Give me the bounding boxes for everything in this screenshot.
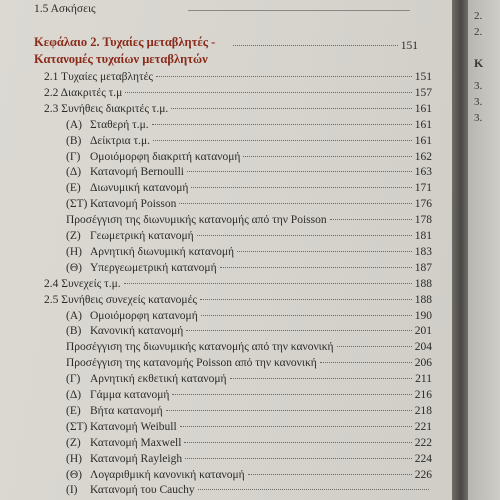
toc-entry	[44, 87, 432, 99]
toc-entry	[66, 151, 432, 163]
toc-entry-code: (Η)	[66, 452, 82, 465]
toc-entry-label	[44, 71, 153, 83]
toc-entry	[66, 405, 432, 417]
toc-entry-title: Κανονική κατανομή	[90, 325, 184, 338]
facing-fragment: 2.	[474, 10, 483, 22]
toc-entry	[66, 135, 432, 147]
toc-entry-title: 2.5 Συνήθεις συνεχείς κατανομές	[44, 293, 197, 306]
toc-entry-label	[66, 325, 183, 337]
toc-page-number: 201	[414, 325, 432, 338]
toc-leader	[187, 171, 412, 172]
toc-leader	[248, 474, 412, 475]
toc-entry-code: (Η)	[66, 245, 82, 258]
toc-leader	[320, 362, 412, 363]
toc-entry-code: (Δ)	[66, 166, 82, 179]
toc-leader	[237, 251, 412, 252]
toc-entry-title: Κατανομή Poisson	[90, 198, 177, 211]
toc-entry	[66, 437, 432, 449]
toc-page-number: 204	[414, 341, 432, 354]
toc-entry-code: (ΣΤ)	[66, 198, 88, 211]
toc-entry-code: (Γ)	[66, 150, 81, 163]
toc-entry-label	[66, 182, 188, 194]
toc-leader	[233, 45, 398, 46]
toc-entry	[66, 214, 432, 226]
toc-entry-title: Βήτα κατανομή	[90, 404, 163, 417]
toc-entry	[66, 310, 432, 322]
facing-fragment: Κ	[474, 56, 484, 70]
toc-page-number: 178	[414, 214, 432, 227]
toc-page-number: 176	[414, 198, 432, 211]
toc-entry	[66, 230, 432, 242]
toc-page-number: 188	[414, 277, 432, 290]
toc-entry-title: Γάμμα κατανομή	[90, 389, 170, 401]
toc-entry-title: Λογαριθμική κανονική κατανομή	[90, 468, 245, 481]
toc-leader	[180, 426, 412, 427]
toc-entry-title: Προσέγγιση της κατανομής Poisson από την κανονική	[66, 357, 317, 370]
toc-entry	[66, 325, 432, 337]
facing-fragment: 3.	[474, 96, 483, 108]
toc-entry-code: (Δ)	[66, 389, 82, 401]
toc-entry	[66, 484, 432, 496]
toc-leader	[166, 410, 412, 411]
toc-entry-title: Αρνητική διωνυμική κατανομή	[90, 245, 235, 258]
toc-entry	[44, 278, 432, 290]
toc-page-number: 171	[414, 182, 432, 195]
toc-entry-title: Κατανομή Maxwell	[90, 436, 182, 449]
toc-entry-label	[66, 310, 198, 322]
toc-entry-label	[66, 484, 195, 496]
toc-entry-title: Σταθερή τ.μ.	[90, 118, 149, 131]
toc-entry-code: (Β)	[66, 134, 82, 147]
toc-leader	[186, 330, 411, 331]
toc-leader	[201, 315, 412, 316]
toc-page-number: 222	[414, 436, 432, 449]
toc-leader	[198, 489, 429, 490]
toc-entry-code: (Α)	[66, 118, 82, 131]
toc-leader	[171, 108, 411, 109]
toc-entry-title: Κατανομή Bernoulli	[90, 166, 184, 179]
toc-leader	[125, 92, 411, 93]
toc-entry-title: Κατανομή του Cauchy	[90, 484, 195, 497]
toc-entry-code: (Ζ)	[66, 436, 81, 449]
toc-page-number: 218	[414, 404, 432, 417]
toc-entry	[66, 453, 432, 465]
toc-entry-label	[44, 278, 121, 290]
toc-leader	[179, 203, 411, 204]
toc-page-number: 211	[415, 373, 432, 386]
toc-entry-label	[66, 214, 327, 226]
toc-entry-code: (Ζ)	[66, 230, 81, 242]
toc-page-number: 181	[414, 230, 432, 242]
toc-entry-title: Υπεργεωμετρική κατανομή	[90, 261, 217, 274]
toc-page-number: 216	[414, 389, 432, 401]
toc-entry-label	[66, 151, 240, 163]
toc-leader	[191, 187, 411, 188]
chapter-page-number: 151	[400, 40, 418, 52]
facing-page	[468, 0, 500, 500]
toc-entry-label	[66, 389, 169, 401]
toc-entry-title: Κατανομή Weibull	[90, 420, 177, 433]
toc-entry-label	[66, 262, 217, 274]
toc-leader	[152, 124, 412, 125]
toc-entry-title: 2.2 Διακριτές τ.μ	[44, 86, 123, 99]
toc-page-number: 161	[414, 118, 432, 131]
toc-entry	[66, 262, 432, 274]
toc-entry-label	[66, 453, 182, 465]
toc-entry-label	[66, 119, 149, 131]
toc-page-number: 157	[414, 86, 432, 99]
toc-entry-label	[66, 437, 181, 449]
toc-leader	[184, 442, 411, 443]
facing-fragment: 3.	[474, 112, 483, 124]
toc-entry-label	[66, 357, 317, 369]
chapter-title-line2: Κατανομές τυχαίων μεταβλητών	[34, 52, 208, 66]
toc-entry	[66, 389, 432, 401]
toc-leader-rule	[188, 10, 410, 11]
chapter-title-line1: Κεφάλαιο 2. Τυχαίες μεταβλητές -	[34, 35, 216, 49]
toc-entry	[66, 357, 432, 369]
toc-leader	[200, 299, 412, 300]
toc-entry-code: (Ι)	[66, 484, 78, 497]
toc-leader	[153, 140, 412, 141]
toc-entry-label	[66, 405, 163, 417]
toc-entry	[66, 246, 432, 258]
toc-leader	[337, 346, 412, 347]
chapter-leader	[230, 40, 418, 52]
toc-entry-code: (Γ)	[66, 373, 81, 386]
toc-entry-label	[66, 421, 177, 433]
toc-page-number: 190	[414, 309, 432, 322]
toc-entry-title: Ομοιόμορφη διακριτή κατανομή	[90, 150, 241, 163]
toc-page-number: 151	[414, 71, 432, 83]
toc-entry-code: (Β)	[66, 325, 82, 338]
toc-entry-code: (Α)	[66, 309, 82, 322]
toc-page-number: 206	[414, 357, 432, 370]
toc-leader	[243, 156, 411, 157]
toc-entry	[66, 198, 432, 210]
toc-entry-label	[44, 103, 168, 115]
toc-entry-title: Δείκτρια τ.μ.	[90, 134, 151, 147]
toc-leader	[124, 283, 412, 284]
toc-leader	[197, 235, 412, 236]
facing-fragment: 2.	[474, 26, 483, 38]
toc-leader	[330, 219, 412, 220]
toc-page-number: 224	[414, 452, 432, 465]
toc-entry	[66, 341, 432, 353]
toc-entry-label	[66, 469, 245, 481]
toc-leader	[185, 458, 412, 459]
toc-entry-code: (Ε)	[66, 182, 81, 195]
toc-page-number: 183	[414, 245, 432, 258]
toc-entry-label	[66, 166, 184, 178]
toc-leader	[220, 267, 412, 268]
toc-entry-title: 2.3 Συνήθεις διακριτές τ.μ.	[44, 102, 169, 115]
chapter-heading	[34, 35, 215, 67]
toc-entry-title: Γεωμετρική κατανομή	[90, 230, 194, 242]
toc-entry-label	[66, 341, 334, 353]
toc-page-number: 226	[414, 468, 432, 481]
toc-page-number: 161	[414, 134, 432, 147]
toc-entry-code: (Θ)	[66, 468, 82, 481]
toc-entry-label	[44, 294, 197, 306]
toc-entry	[44, 103, 432, 115]
toc-leader	[172, 394, 411, 395]
toc-entry-title: 2.4 Συνεχείς τ.μ.	[44, 277, 121, 290]
toc-entry-label: 1.5 Ασκήσεις	[34, 3, 96, 15]
toc-entry	[44, 71, 432, 83]
toc-entry-label	[66, 135, 150, 147]
toc-page-number: 221	[414, 420, 432, 433]
toc-entry	[66, 469, 432, 481]
toc-entry	[66, 166, 432, 178]
toc-entry-title: Προσέγγιση της διωνυμικής κατανομής από την Poisson	[66, 214, 327, 227]
toc-page-number: 162	[414, 150, 432, 163]
facing-fragment: 3.	[474, 80, 483, 92]
toc-entry-title: 2.1 Τυχαίες μεταβλητές	[44, 71, 153, 83]
toc-entry-code: (Θ)	[66, 261, 82, 274]
toc-entry-code: (Ε)	[66, 404, 81, 417]
toc-entry-title: Προσέγγιση της διωνυμικής κατανομής από την κανονική	[66, 341, 334, 354]
toc-entry-label	[44, 87, 122, 99]
toc-entry	[66, 119, 432, 131]
toc-entry-label	[66, 373, 227, 385]
toc-entry	[44, 294, 432, 306]
toc-page-number: 187	[414, 261, 432, 274]
toc-entry-title: Ομοιόμορφη κατανομή	[90, 309, 198, 322]
toc-entry	[66, 182, 432, 194]
toc-entry	[66, 421, 432, 433]
toc-entry-code: (ΣΤ)	[66, 420, 88, 433]
toc-entry-title: Κατανομή Rayleigh	[90, 452, 183, 465]
toc-page-number: 188	[414, 293, 432, 306]
toc-entry-top	[34, 3, 194, 15]
toc-entry	[66, 373, 432, 385]
toc-entry-label	[66, 198, 176, 210]
toc-entry-title: Διωνυμική κατανομή	[90, 182, 189, 195]
toc-entry-title: Αρνητική εκθετική κατανομή	[90, 373, 227, 386]
toc-page-number: 163	[414, 166, 432, 179]
toc-leader	[156, 76, 412, 77]
toc-entry-label	[66, 230, 194, 242]
toc-page-number: 161	[414, 102, 432, 115]
toc-leader	[230, 378, 413, 379]
toc-entry-label	[66, 246, 234, 258]
